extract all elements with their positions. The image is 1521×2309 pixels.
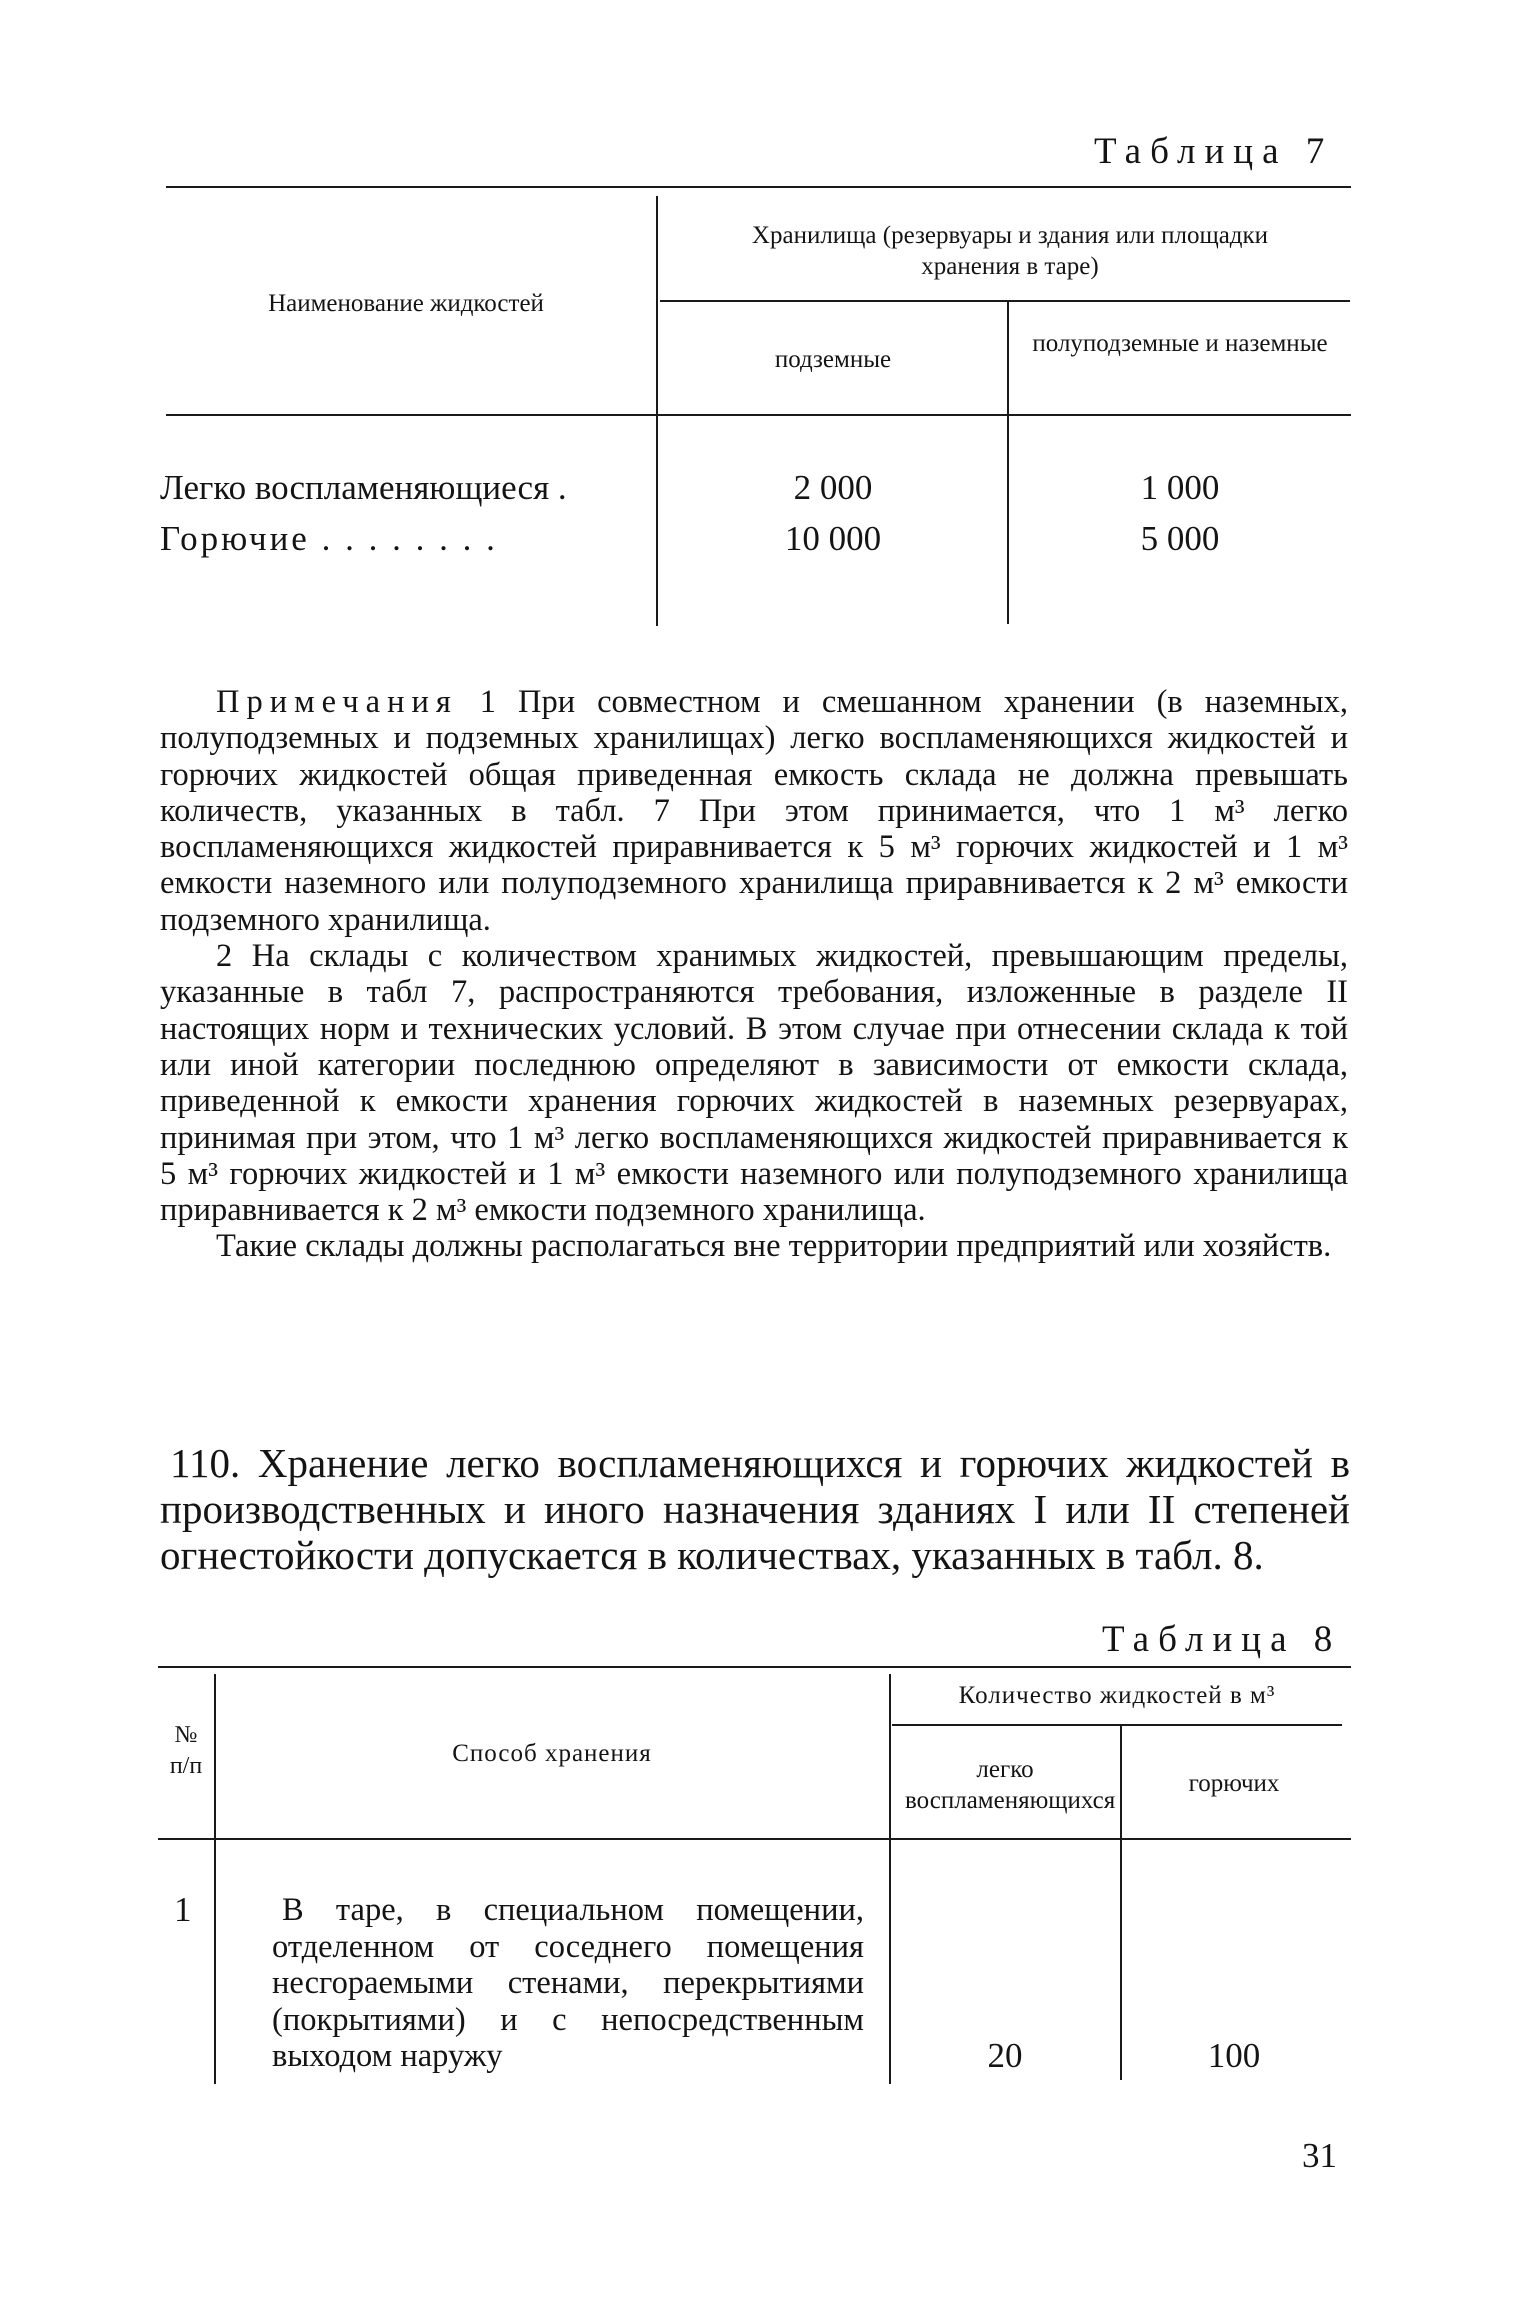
page-number: 31 [1302,2136,1337,2175]
table8-row-no: 1 [174,1890,192,1929]
table8-col-no: № п/п [169,1722,203,1779]
note-3: Такие склады должны располагаться вне территории предприятий или хозяйств. [216,1228,1332,1265]
table8-caption: Таблица 8 [1102,1619,1342,1660]
table7-row-name: Легко воспламеняющиеся . [160,468,567,507]
table7-caption: Таблица 7 [1094,131,1334,172]
table8-sub-rule [892,1724,1342,1726]
table8-top-rule [158,1666,1351,1668]
table7-col-group: Хранилища (резервуары и здания или площадки хранения в таре) [751,222,1269,280]
table8-header-rule [158,1838,1351,1840]
table7-top-rule [166,186,1351,188]
table7-row-name: Горючие . . . . . . . . [160,519,498,558]
table7-col-divider [656,196,658,626]
table7-notes [160,684,1348,1265]
table7-sub-divider [1007,302,1009,624]
table7-sub-rule [660,300,1350,302]
notes-lead: Примечания [216,684,458,720]
table8-no-divider [214,1674,216,2084]
table8-col-flam: легко воспламеняющихся [905,1756,1116,1814]
table7-row-under: 10 000 [784,519,882,558]
table7-row-semi: 5 000 [1140,519,1220,558]
table8-row-flam: 20 [987,2036,1023,2075]
table7-header-rule [166,414,1351,416]
table8-qty-divider [1120,1726,1122,2080]
table8-row-comb: 100 [1207,2036,1261,2075]
table7-row-under: 2 000 [793,468,873,507]
table8-col-qty: Количество жидкостей в м³ [958,1682,1276,1709]
table8-method-divider [889,1674,891,2084]
table7-col-semi: полуподземные и наземные [1032,330,1328,357]
paragraph-110-text: 110. Хранение легко воспламеняющихся и горючих жидкостей в производственных и иного назначения зданиях I или II степеней огнестойкости допускается в количествах, указанных в табл. 8. [160,1440,1350,1578]
paragraph-110 [160,1440,1350,1578]
table7-col-name: Наименование жидкостей [268,290,544,317]
table7-col-under: подземные [774,346,892,373]
table7-row-semi: 1 000 [1140,468,1220,507]
note-1 [160,684,1348,938]
table8-col-comb: горючих [1188,1770,1280,1797]
note-2: 2 На склады с количеством хранимых жидкостей, превышающим пределы, указанные в табл 7, распространяются требования, изложенные в разделе II настоящих норм и технических условий. В этом случае при отнесении склада к той или иной категории последнюю определяют в зависимости от емкости склада, приведенной к емкости хранения горючих жидкостей в наземных резервуарах, принимая при этом, что 1 м³ легко воспламеняющихся жидкостей приравнивается к 5 м³ горючих жидкостей и 1 м³ емкости наземного или полуподземного хранилища приравнивается к 2 м³ емкости подземного хранилища. [160,938,1348,1229]
note-1-text: 1 При совместном и смешанном хранении (в наземных, полуподземных и подземных хранилищах) легко воспламеняющихся жидкостей и горючих жидкостей общая приведенная емкость склада не должна превышать количеств, указанных в табл. 7 При этом принимается, что 1 м³ легко воспламеняющихся жидкостей приравнивается к 5 м³ горючих жидкостей и 1 м³ емкости наземного или полуподземного хранилища приравнивается к 2 м³ емкости подземного хранилища. [160,684,1348,938]
table8-col-method: Способ хранения [452,1740,652,1767]
table8-row-method-text: В таре, в специальном помещении, отделенном от соседнего помещения несгораемыми стенами, перекрытиями (покрытиями) и с непосредственным выходом наружу [272,1892,864,2074]
table8-row-method [272,1892,864,2075]
